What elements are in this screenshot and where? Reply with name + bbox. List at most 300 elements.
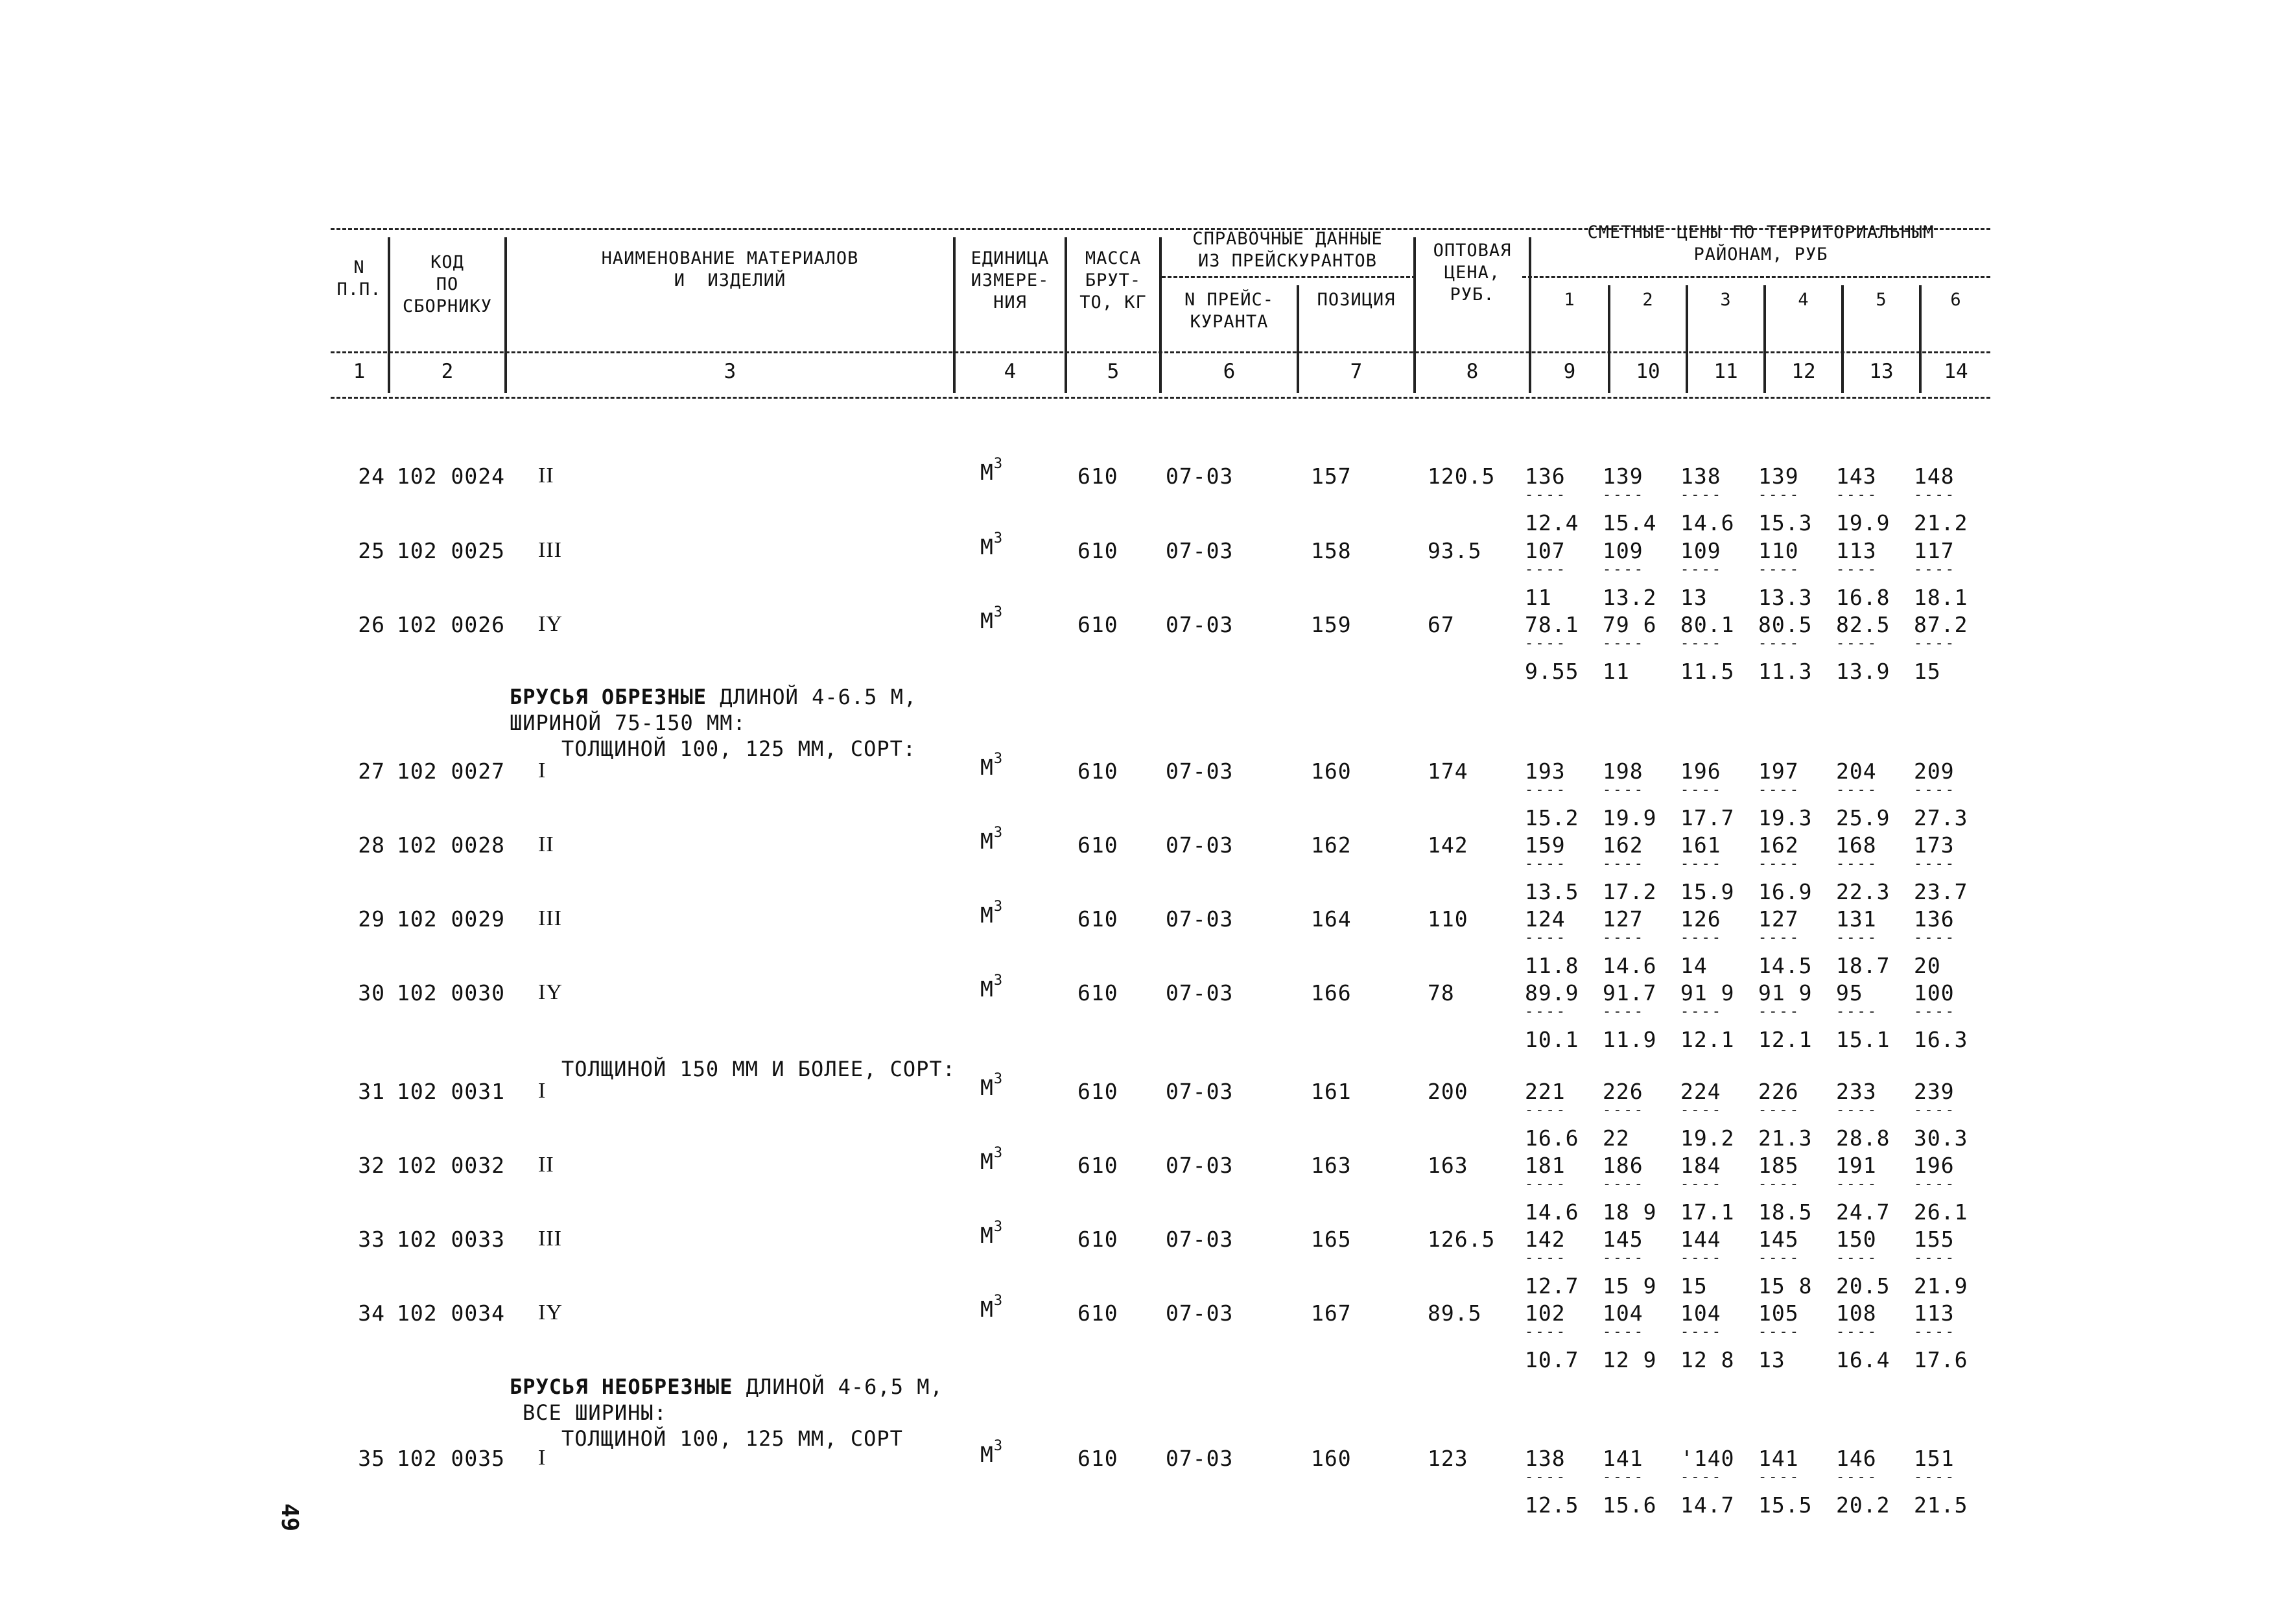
unit-exponent: 3 <box>993 456 1004 472</box>
unit-base: М <box>980 902 994 928</box>
unit-of-measure <box>980 1145 1004 1174</box>
fraction-bar: ---- <box>1680 1324 1723 1340</box>
fraction-bar: ---- <box>1914 635 1956 652</box>
unit-of-measure <box>980 825 1004 854</box>
region-price-5: 143 <box>1836 464 1877 489</box>
fraction-bar: ---- <box>1758 782 1800 798</box>
material-code: 102 0024 <box>397 464 505 489</box>
material-code: 102 0028 <box>397 832 505 858</box>
row-number: 30 <box>358 980 385 1006</box>
price-list-number: 07-03 <box>1166 464 1234 489</box>
region-price-6: 87.2 <box>1914 612 1968 637</box>
row-number: 25 <box>358 538 385 563</box>
region-price-6: 173 <box>1914 832 1955 858</box>
region-price-3: 144 <box>1680 1227 1721 1252</box>
gross-mass: 610 <box>1077 1227 1118 1252</box>
region-price-2: 226 <box>1603 1079 1643 1104</box>
fraction-bar: ---- <box>1914 1102 1956 1118</box>
region-price-4: 110 <box>1758 538 1799 563</box>
region-transport-cost: 17.6 <box>1914 1347 1968 1372</box>
region-transport-cost: 9.55 <box>1525 659 1579 684</box>
region-price-2: 141 <box>1603 1446 1643 1471</box>
gross-mass: 610 <box>1077 1446 1118 1471</box>
wholesale-price: 126.5 <box>1428 1227 1496 1252</box>
unit-of-measure <box>980 530 1004 559</box>
region-transport-cost: 14.6 <box>1525 1199 1579 1225</box>
unit-base: М <box>980 1297 994 1322</box>
region-transport-cost: 14.6 <box>1603 953 1657 978</box>
fraction-bar: ---- <box>1603 487 1645 503</box>
material-grade: I <box>538 759 547 783</box>
gross-mass: 610 <box>1077 980 1118 1006</box>
region-price-4: 127 <box>1758 906 1799 932</box>
region-transport-cost: 12.7 <box>1525 1273 1579 1299</box>
fraction-bar: ---- <box>1603 635 1645 652</box>
table-header <box>331 214 1990 402</box>
price-list-number: 07-03 <box>1166 1227 1234 1252</box>
region-price-5: 95 <box>1836 980 1863 1006</box>
section-subheading: ТОЛЩИНОЙ 150 ММ И БОЛЕЕ, СОРТ: <box>561 1057 956 1081</box>
price-list-number: 07-03 <box>1166 612 1234 637</box>
row-number: 34 <box>358 1300 385 1326</box>
gross-mass: 610 <box>1077 759 1118 784</box>
region-transport-cost: 11.5 <box>1680 659 1735 684</box>
gross-mass: 610 <box>1077 1300 1118 1326</box>
region-transport-cost: 15.4 <box>1603 510 1657 535</box>
wholesale-price: 163 <box>1428 1153 1468 1178</box>
row-number: 27 <box>358 759 385 784</box>
fraction-bar: ---- <box>1758 561 1800 578</box>
header-position: ПОЗИЦИЯ <box>1317 290 1396 310</box>
unit-of-measure <box>980 972 1004 1002</box>
material-code: 102 0025 <box>397 538 505 563</box>
region-transport-cost: 15.6 <box>1603 1492 1657 1518</box>
region-transport-cost: 16.6 <box>1525 1125 1579 1151</box>
row-number: 28 <box>358 832 385 858</box>
fraction-bar: ---- <box>1758 635 1800 652</box>
fraction-bar: ---- <box>1680 1469 1723 1485</box>
unit-exponent: 3 <box>993 1438 1004 1454</box>
region-transport-cost: 21.9 <box>1914 1273 1968 1299</box>
region-price-1: 102 <box>1525 1300 1566 1326</box>
fraction-bar: ---- <box>1758 1469 1800 1485</box>
row-number: 29 <box>358 906 385 932</box>
region-transport-cost: 14.7 <box>1680 1492 1735 1518</box>
region-transport-cost: 15 <box>1914 659 1941 684</box>
fraction-bar: ---- <box>1680 635 1723 652</box>
region-price-2: 139 <box>1603 464 1643 489</box>
wholesale-price: 89.5 <box>1428 1300 1482 1326</box>
region-price-3: '140 <box>1680 1446 1735 1471</box>
region-price-6: 113 <box>1914 1300 1955 1326</box>
column-number: 7 <box>1350 360 1363 383</box>
region-price-6: 239 <box>1914 1079 1955 1104</box>
region-transport-cost: 13.2 <box>1603 585 1657 610</box>
material-code: 102 0026 <box>397 612 505 637</box>
price-list-position: 163 <box>1311 1153 1352 1178</box>
section-title-rest: ДЛИНОЙ 4-6,5 М, <box>733 1374 943 1399</box>
price-list-position: 161 <box>1311 1079 1352 1104</box>
section-subheading: ТОЛЩИНОЙ 100, 125 ММ, СОРТ <box>561 1426 903 1451</box>
region-price-1: 142 <box>1525 1227 1566 1252</box>
region-transport-cost: 14.5 <box>1758 953 1813 978</box>
fraction-bar: ---- <box>1914 1469 1956 1485</box>
region-transport-cost: 16.9 <box>1758 879 1813 904</box>
header-row-number: N П.П. <box>336 257 382 300</box>
region-price-6: 209 <box>1914 759 1955 784</box>
fraction-bar: ---- <box>1758 1102 1800 1118</box>
fraction-bar: ---- <box>1525 561 1567 578</box>
gross-mass: 610 <box>1077 464 1118 489</box>
unit-base: М <box>980 1442 994 1467</box>
wholesale-price: 93.5 <box>1428 538 1482 563</box>
header-region-5: 5 <box>1876 290 1887 310</box>
fraction-bar: ---- <box>1680 782 1723 798</box>
column-number: 12 <box>1791 360 1816 383</box>
price-list-number: 07-03 <box>1166 759 1234 784</box>
fraction-bar: ---- <box>1680 1102 1723 1118</box>
region-transport-cost: 19.2 <box>1680 1125 1735 1151</box>
region-price-5: 150 <box>1836 1227 1877 1252</box>
wholesale-price: 120.5 <box>1428 464 1496 489</box>
header-name: НАИМЕНОВАНИЕ МАТЕРИАЛОВ И ИЗДЕЛИЙ <box>601 248 859 290</box>
fraction-bar: ---- <box>1758 1324 1800 1340</box>
region-transport-cost: 18 9 <box>1603 1199 1657 1225</box>
region-price-5: 191 <box>1836 1153 1877 1178</box>
section-subheading: ТОЛЩИНОЙ 100, 125 ММ, СОРТ: <box>561 736 917 761</box>
unit-exponent: 3 <box>993 1071 1004 1087</box>
unit-of-measure <box>980 1438 1004 1467</box>
unit-exponent: 3 <box>993 1293 1004 1309</box>
region-transport-cost: 30.3 <box>1914 1125 1968 1151</box>
section-subheading: ВСЕ ШИРИНЫ: <box>523 1400 667 1425</box>
section-title-rest: ДЛИНОЙ 4-6.5 М, <box>706 685 917 709</box>
material-grade: I <box>538 1446 547 1470</box>
region-transport-cost: 21.2 <box>1914 510 1968 535</box>
price-list-number: 07-03 <box>1166 980 1234 1006</box>
fraction-bar: ---- <box>1603 1176 1645 1192</box>
region-price-1: 181 <box>1525 1153 1566 1178</box>
region-transport-cost: 16.3 <box>1914 1027 1968 1052</box>
region-price-6: 155 <box>1914 1227 1955 1252</box>
fraction-bar: ---- <box>1836 1102 1878 1118</box>
fraction-bar: ---- <box>1836 561 1878 578</box>
region-transport-cost: 23.7 <box>1914 879 1968 904</box>
gross-mass: 610 <box>1077 906 1118 932</box>
material-grade: II <box>538 464 554 488</box>
material-code: 102 0035 <box>397 1446 505 1471</box>
region-price-2: 79 6 <box>1603 612 1657 637</box>
region-transport-cost: 27.3 <box>1914 805 1968 830</box>
region-price-3: 196 <box>1680 759 1721 784</box>
fraction-bar: ---- <box>1758 1176 1800 1192</box>
region-price-4: 80.5 <box>1758 612 1813 637</box>
unit-base: М <box>980 976 994 1002</box>
unit-base: М <box>980 608 994 633</box>
region-price-5: 108 <box>1836 1300 1877 1326</box>
region-price-4: 145 <box>1758 1227 1799 1252</box>
material-grade: III <box>538 1227 562 1251</box>
fraction-bar: ---- <box>1603 930 1645 946</box>
wholesale-price: 123 <box>1428 1446 1468 1471</box>
region-price-2: 145 <box>1603 1227 1643 1252</box>
region-price-5: 204 <box>1836 759 1877 784</box>
region-price-6: 151 <box>1914 1446 1955 1471</box>
row-number: 31 <box>358 1079 385 1104</box>
price-list-position: 166 <box>1311 980 1352 1006</box>
fraction-bar: ---- <box>1525 487 1567 503</box>
region-transport-cost: 18.5 <box>1758 1199 1813 1225</box>
unit-exponent: 3 <box>993 899 1004 915</box>
region-transport-cost: 12 9 <box>1603 1347 1657 1372</box>
column-number: 14 <box>1944 360 1968 383</box>
region-transport-cost: 13 <box>1680 585 1708 610</box>
fraction-bar: ---- <box>1525 635 1567 652</box>
region-transport-cost: 17.7 <box>1680 805 1735 830</box>
row-number: 26 <box>358 612 385 637</box>
region-transport-cost: 15 9 <box>1603 1273 1657 1299</box>
fraction-bar: ---- <box>1680 930 1723 946</box>
region-transport-cost: 11.3 <box>1758 659 1813 684</box>
header-region-3: 3 <box>1720 290 1732 310</box>
fraction-bar: ---- <box>1914 856 1956 872</box>
header-region-1: 1 <box>1564 290 1575 310</box>
region-transport-cost: 18.7 <box>1836 953 1890 978</box>
unit-of-measure <box>980 1219 1004 1248</box>
fraction-bar: ---- <box>1680 561 1723 578</box>
fraction-bar: ---- <box>1836 635 1878 652</box>
region-price-4: 197 <box>1758 759 1799 784</box>
wholesale-price: 142 <box>1428 832 1468 858</box>
fraction-bar: ---- <box>1603 1469 1645 1485</box>
price-list-number: 07-03 <box>1166 832 1234 858</box>
section-title-bold: БРУСЬЯ НЕОБРЕЗНЫЕ <box>510 1374 733 1399</box>
fraction-bar: ---- <box>1525 1250 1567 1266</box>
region-transport-cost: 11 <box>1603 659 1630 684</box>
material-code: 102 0031 <box>397 1079 505 1104</box>
region-price-2: 162 <box>1603 832 1643 858</box>
unit-of-measure <box>980 899 1004 928</box>
region-price-5: 131 <box>1836 906 1877 932</box>
region-price-3: 91 9 <box>1680 980 1735 1006</box>
fraction-bar: ---- <box>1603 561 1645 578</box>
unit-of-measure <box>980 1293 1004 1322</box>
unit-base: М <box>980 1075 994 1100</box>
gross-mass: 610 <box>1077 832 1118 858</box>
fraction-bar: ---- <box>1680 1176 1723 1192</box>
region-transport-cost: 20.5 <box>1836 1273 1890 1299</box>
unit-exponent: 3 <box>993 751 1004 767</box>
fraction-bar: ---- <box>1525 1176 1567 1192</box>
region-price-3: 161 <box>1680 832 1721 858</box>
header-region-2: 2 <box>1642 290 1654 310</box>
region-transport-cost: 13.9 <box>1836 659 1890 684</box>
fraction-bar: ---- <box>1914 1250 1956 1266</box>
material-grade: III <box>538 538 562 562</box>
region-transport-cost: 22.3 <box>1836 879 1890 904</box>
fraction-bar: ---- <box>1758 930 1800 946</box>
header-code: КОД ПО СБОРНИКУ <box>402 252 493 316</box>
header-unit: ЕДИНИЦА ИЗМЕРЕ- НИЯ <box>971 248 1050 312</box>
page-number: 49 <box>276 1503 303 1532</box>
region-price-6: 196 <box>1914 1153 1955 1178</box>
fraction-bar: ---- <box>1525 1324 1567 1340</box>
region-transport-cost: 12 8 <box>1680 1347 1735 1372</box>
region-price-1: 124 <box>1525 906 1566 932</box>
column-number: 4 <box>1004 360 1017 383</box>
unit-base: М <box>980 1149 994 1174</box>
material-grade: IY <box>538 1300 563 1324</box>
region-transport-cost: 20 <box>1914 953 1941 978</box>
region-price-2: 127 <box>1603 906 1643 932</box>
region-transport-cost: 11 <box>1525 585 1552 610</box>
price-list-position: 158 <box>1311 538 1352 563</box>
region-transport-cost: 15.5 <box>1758 1492 1813 1518</box>
region-price-6: 136 <box>1914 906 1955 932</box>
fraction-bar: ---- <box>1758 1250 1800 1266</box>
region-price-3: 224 <box>1680 1079 1721 1104</box>
material-code: 102 0030 <box>397 980 505 1006</box>
region-price-2: 109 <box>1603 538 1643 563</box>
region-transport-cost: 19.3 <box>1758 805 1813 830</box>
fraction-bar: ---- <box>1525 930 1567 946</box>
region-price-3: 184 <box>1680 1153 1721 1178</box>
fraction-bar: ---- <box>1914 1176 1956 1192</box>
unit-exponent: 3 <box>993 972 1004 989</box>
price-list-number: 07-03 <box>1166 1300 1234 1326</box>
price-list-number: 07-03 <box>1166 1079 1234 1104</box>
fraction-bar: ---- <box>1603 1102 1645 1118</box>
region-price-2: 186 <box>1603 1153 1643 1178</box>
unit-exponent: 3 <box>993 825 1004 841</box>
fraction-bar: ---- <box>1914 1004 1956 1020</box>
region-transport-cost: 15 <box>1680 1273 1708 1299</box>
column-number: 6 <box>1223 360 1236 383</box>
column-number: 5 <box>1107 360 1120 383</box>
unit-base: М <box>980 534 994 559</box>
region-transport-cost: 11.9 <box>1603 1027 1657 1052</box>
region-transport-cost: 15.1 <box>1836 1027 1890 1052</box>
column-number: 9 <box>1563 360 1576 383</box>
region-transport-cost: 28.8 <box>1836 1125 1890 1151</box>
unit-base: М <box>980 755 994 780</box>
column-number: 13 <box>1869 360 1894 383</box>
material-code: 102 0029 <box>397 906 505 932</box>
header-region-4: 4 <box>1798 290 1809 310</box>
region-transport-cost: 24.7 <box>1836 1199 1890 1225</box>
region-transport-cost: 15.3 <box>1758 510 1813 535</box>
region-price-4: 139 <box>1758 464 1799 489</box>
unit-exponent: 3 <box>993 1145 1004 1161</box>
region-transport-cost: 18.1 <box>1914 585 1968 610</box>
price-list-position: 160 <box>1311 1446 1352 1471</box>
region-transport-cost: 12.5 <box>1525 1492 1579 1518</box>
fraction-bar: ---- <box>1603 782 1645 798</box>
region-transport-cost: 12.1 <box>1680 1027 1735 1052</box>
column-number: 2 <box>441 360 454 383</box>
price-list-position: 165 <box>1311 1227 1352 1252</box>
row-number: 24 <box>358 464 385 489</box>
section-heading-unedged-beams <box>510 1374 943 1399</box>
header-reference-group: СПРАВОЧНЫЕ ДАННЫЕ ИЗ ПРЕЙСКУРАНТОВ <box>1192 229 1383 271</box>
region-price-6: 117 <box>1914 538 1955 563</box>
price-list-position: 160 <box>1311 759 1352 784</box>
region-price-2: 104 <box>1603 1300 1643 1326</box>
region-transport-cost: 10.1 <box>1525 1027 1579 1052</box>
region-price-3: 126 <box>1680 906 1721 932</box>
header-price-list: N ПРЕЙС- КУРАНТА <box>1184 290 1275 332</box>
wholesale-price: 200 <box>1428 1079 1468 1104</box>
region-transport-cost: 16.4 <box>1836 1347 1890 1372</box>
region-price-3: 104 <box>1680 1300 1721 1326</box>
price-list-number: 07-03 <box>1166 1153 1234 1178</box>
column-number: 11 <box>1713 360 1738 383</box>
region-transport-cost: 14.6 <box>1680 510 1735 535</box>
region-price-5: 233 <box>1836 1079 1877 1104</box>
region-price-1: 221 <box>1525 1079 1566 1104</box>
region-transport-cost: 19.9 <box>1836 510 1890 535</box>
fraction-bar: ---- <box>1914 782 1956 798</box>
fraction-bar: ---- <box>1836 856 1878 872</box>
region-price-4: 141 <box>1758 1446 1799 1471</box>
price-list-position: 164 <box>1311 906 1352 932</box>
material-grade: III <box>538 906 562 930</box>
price-list-position: 167 <box>1311 1300 1352 1326</box>
fraction-bar: ---- <box>1914 1324 1956 1340</box>
fraction-bar: ---- <box>1836 930 1878 946</box>
unit-exponent: 3 <box>993 604 1004 620</box>
region-transport-cost: 22 <box>1603 1125 1630 1151</box>
fraction-bar: ---- <box>1836 782 1878 798</box>
unit-of-measure <box>980 1071 1004 1100</box>
region-price-3: 109 <box>1680 538 1721 563</box>
section-title-bold: БРУСЬЯ ОБРЕЗНЫЕ <box>510 685 707 709</box>
unit-exponent: 3 <box>993 530 1004 547</box>
header-wholesale-price: ОПТОВАЯ ЦЕНА, РУБ. <box>1433 241 1512 305</box>
region-price-5: 146 <box>1836 1446 1877 1471</box>
header-estimated-prices-group: СМЕТНЫЕ ЦЕНЫ ПО ТЕРРИТОРИАЛЬНЫМ РАЙОНАМ, РУБ <box>1587 222 1935 265</box>
fraction-bar: ---- <box>1603 1004 1645 1020</box>
fraction-bar: ---- <box>1603 856 1645 872</box>
unit-base: М <box>980 1223 994 1248</box>
row-number: 33 <box>358 1227 385 1252</box>
fraction-bar: ---- <box>1680 1004 1723 1020</box>
region-transport-cost: 13.5 <box>1525 879 1579 904</box>
region-price-4: 91 9 <box>1758 980 1813 1006</box>
region-transport-cost: 17.2 <box>1603 879 1657 904</box>
region-price-4: 162 <box>1758 832 1799 858</box>
price-list-number: 07-03 <box>1166 906 1234 932</box>
material-grade: II <box>538 1153 554 1177</box>
region-price-4: 185 <box>1758 1153 1799 1178</box>
header-mass: МАССА БРУТ- ТО, КГ <box>1079 248 1147 312</box>
region-transport-cost: 19.9 <box>1603 805 1657 830</box>
gross-mass: 610 <box>1077 1079 1118 1104</box>
fraction-bar: ---- <box>1836 1176 1878 1192</box>
region-transport-cost: 26.1 <box>1914 1199 1968 1225</box>
fraction-bar: ---- <box>1914 561 1956 578</box>
region-price-1: 138 <box>1525 1446 1566 1471</box>
fraction-bar: ---- <box>1603 1324 1645 1340</box>
section-subheading: ШИРИНОЙ 75-150 ММ: <box>510 711 746 735</box>
region-transport-cost: 11.8 <box>1525 953 1579 978</box>
row-number: 32 <box>358 1153 385 1178</box>
column-number: 1 <box>353 360 366 383</box>
price-list-number: 07-03 <box>1166 1446 1234 1471</box>
column-number: 10 <box>1636 360 1660 383</box>
region-price-4: 105 <box>1758 1300 1799 1326</box>
row-number: 35 <box>358 1446 385 1471</box>
